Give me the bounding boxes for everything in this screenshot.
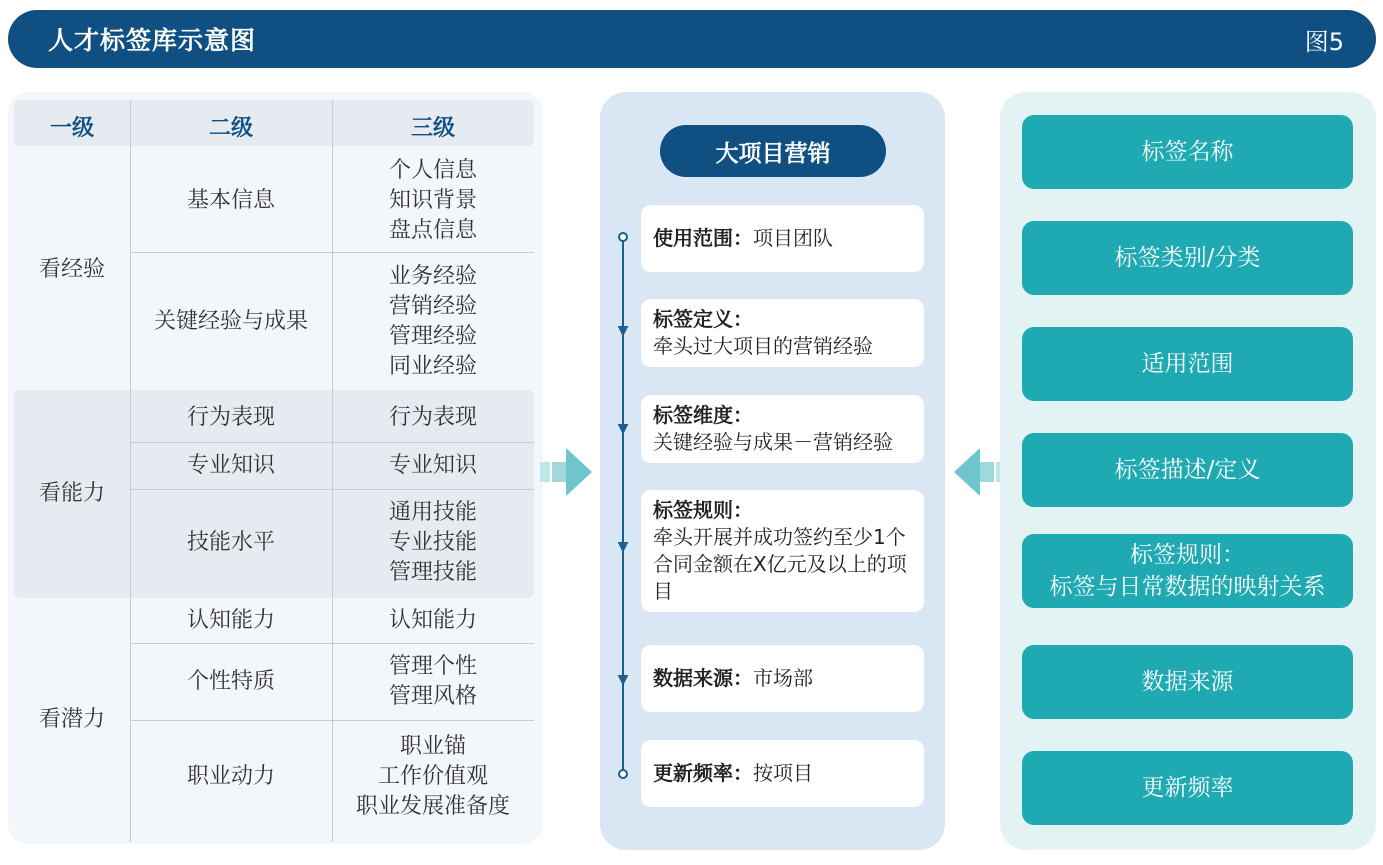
attr-rule-sub: 标签与日常数据的映射关系 [1049, 574, 1326, 600]
level3-cell [333, 644, 533, 720]
timeline-arrow-icon: ▼ [617, 672, 629, 688]
tag-definition-card [641, 299, 924, 367]
level3-item: 管理个性 [388, 654, 477, 679]
level3-item: 管理经验 [388, 323, 477, 349]
level3-item: 同业经验 [388, 353, 477, 379]
arrow-left-icon [952, 444, 1006, 500]
title-banner [8, 10, 1376, 68]
level3-cell [333, 721, 533, 833]
figure-number: 图5 [1304, 27, 1344, 56]
timeline-arrow-icon: ▼ [617, 539, 629, 555]
level2-cell: 技能水平 [186, 530, 275, 555]
level1-potential: 看潜力 [38, 707, 105, 732]
level3-item: 知识背景 [388, 188, 477, 213]
attr-update-frequency: 更新频率 [1022, 751, 1353, 825]
level3-item: 认知能力 [388, 607, 477, 633]
level3-cell [333, 443, 533, 489]
level2-cell: 职业动力 [186, 764, 275, 789]
level1-ability: 看能力 [38, 481, 105, 506]
update-frequency-card [641, 740, 924, 807]
data-source-card [641, 645, 924, 712]
level2-cell: 个性特质 [186, 669, 275, 694]
column-header-level2: 二级 [208, 116, 253, 141]
example-tag-title: 大项目营销 [660, 125, 886, 177]
tag-dimension-card [641, 395, 924, 463]
column-header-level3: 三级 [410, 116, 455, 141]
level2-cell: 认知能力 [186, 607, 275, 633]
attr-tag-name: 标签名称 [1022, 115, 1353, 189]
level2-cell: 关键经验与成果 [153, 308, 308, 334]
card-value: 牵头过大项目的营销经验 [653, 334, 873, 358]
level3-cell [333, 253, 533, 390]
card-label: 使用范围： [653, 226, 753, 250]
attr-description: 标签描述/定义 [1022, 433, 1353, 507]
arrow-right-icon [540, 444, 594, 500]
card-label: 标签维度： [653, 403, 753, 427]
timeline-arrow-icon: ▼ [617, 421, 629, 437]
level3-item: 管理风格 [388, 684, 477, 709]
timeline-line [622, 237, 624, 773]
tag-rule-card [641, 490, 924, 612]
attr-rule-title: 标签规则： [1130, 542, 1245, 568]
level3-item: 职业锚 [399, 734, 466, 759]
attr-scope: 适用范围 [1022, 327, 1353, 401]
card-value: 市场部 [753, 666, 813, 690]
timeline-start-dot [618, 232, 628, 242]
level3-item: 管理技能 [388, 560, 477, 585]
attr-rule [1022, 534, 1353, 608]
level3-cell [333, 393, 533, 442]
level3-item: 专业技能 [388, 530, 477, 555]
level3-item: 工作价值观 [377, 764, 488, 789]
level3-item: 通用技能 [388, 500, 477, 525]
level3-item: 盘点信息 [388, 218, 477, 243]
card-value: 关键经验与成果－营销经验 [653, 430, 893, 454]
level3-cell [333, 490, 533, 596]
card-label: 标签规则： [653, 498, 753, 522]
card-value: 牵头开展并成功签约至少1个合同金额在X亿元及以上的项目 [653, 525, 907, 603]
card-label: 标签定义： [653, 307, 753, 331]
level1-experience: 看经验 [38, 257, 105, 282]
level3-item: 个人信息 [388, 158, 477, 183]
level2-cell: 行为表现 [186, 404, 275, 430]
card-value: 按项目 [753, 761, 813, 785]
level2-cell: 基本信息 [186, 188, 275, 213]
level3-item: 职业发展准备度 [355, 794, 510, 819]
level3-item: 营销经验 [388, 293, 477, 319]
card-label: 更新频率： [653, 761, 753, 785]
level3-item: 专业知识 [388, 453, 477, 478]
usage-scope-card [641, 205, 924, 272]
attr-tag-category: 标签类别/分类 [1022, 221, 1353, 295]
timeline-arrow-icon: ▼ [617, 323, 629, 339]
timeline-end-dot [618, 769, 628, 779]
level3-item: 行为表现 [388, 404, 477, 430]
card-label: 数据来源： [653, 666, 753, 690]
page-title: 人才标签库示意图 [48, 26, 257, 55]
level3-item: 业务经验 [388, 263, 477, 289]
level3-cell [333, 150, 533, 252]
column-header-level1: 一级 [49, 116, 94, 141]
level2-cell: 专业知识 [186, 453, 275, 478]
attr-data-source: 数据来源 [1022, 645, 1353, 719]
level3-cell [333, 598, 533, 643]
card-value: 项目团队 [753, 226, 833, 250]
